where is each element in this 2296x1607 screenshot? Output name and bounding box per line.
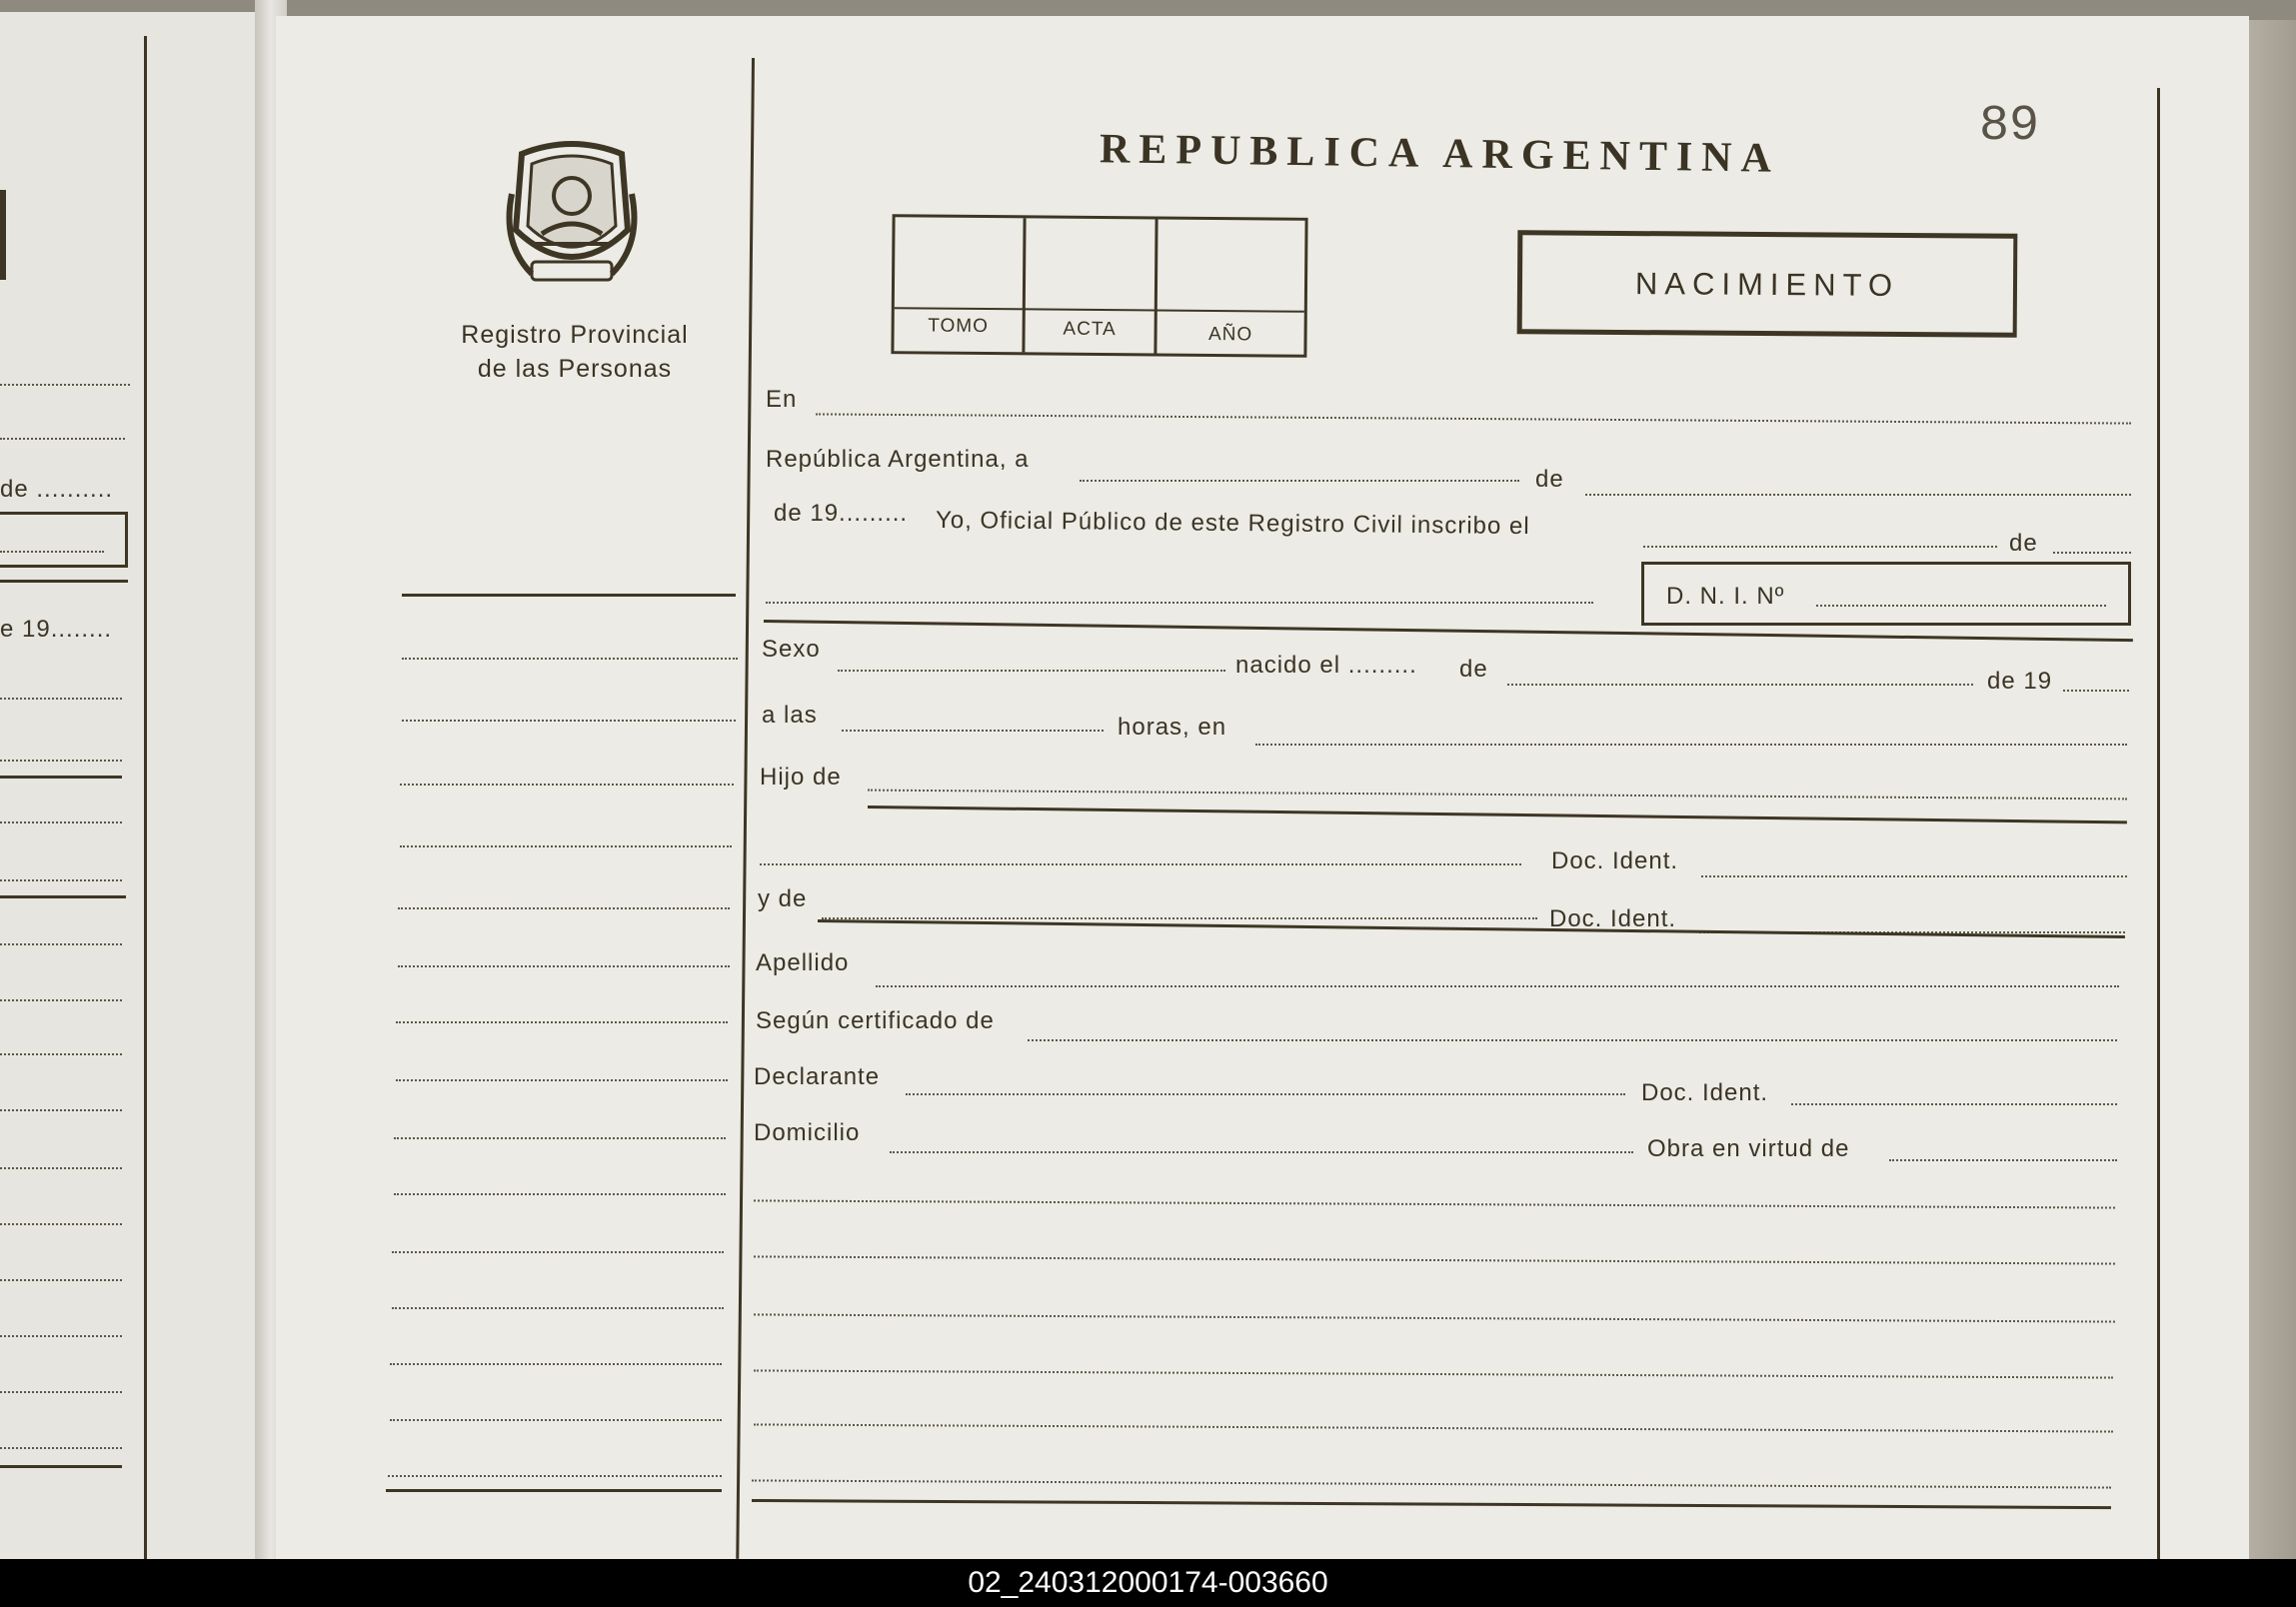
left-dotted-line — [0, 698, 122, 700]
left-dotted-line — [0, 943, 122, 945]
oficial-text: Yo, Oficial Público de este Registro Civil inscribo el — [935, 506, 1530, 541]
stub-dotted-line — [394, 1193, 726, 1195]
apellido-label: Apellido — [756, 949, 850, 976]
obra-field — [1889, 1159, 2117, 1161]
month-field — [1585, 494, 2131, 496]
apellido-field — [876, 985, 2119, 987]
stub-dotted-line — [388, 1475, 722, 1477]
segun-label: Según certificado de — [756, 1007, 995, 1034]
left-fragment-box — [0, 512, 128, 568]
month-de-label: de — [1535, 466, 1564, 493]
left-rule — [0, 895, 126, 898]
ref-table — [891, 214, 1307, 358]
left-page-box-edge — [0, 190, 6, 280]
stub-dotted-line — [396, 1021, 728, 1023]
stub-dotted-line — [398, 907, 730, 909]
nacido-month-field — [1507, 684, 1973, 686]
stub-dotted-line — [400, 784, 734, 786]
hijo-label: Hijo de — [760, 764, 842, 791]
left-dotted-line — [0, 1109, 122, 1111]
stub-dotted-line — [398, 965, 730, 967]
padre-cont-field — [760, 863, 1521, 865]
left-rule — [0, 1465, 122, 1468]
ref-anio-label: AÑO — [1207, 323, 1253, 346]
dni-box — [1641, 562, 2131, 626]
left-page-vertical-rule — [144, 36, 147, 1559]
record-type-label: NACIMIENTO — [1634, 266, 1900, 303]
record-type-box — [1517, 230, 2018, 337]
ref-acta-label: ACTA — [1063, 318, 1117, 341]
ref-table-rule — [895, 307, 1304, 313]
docident-3-label: Doc. Ident. — [1641, 1079, 1769, 1106]
stub-dotted-line — [392, 1251, 724, 1253]
left-page — [0, 12, 268, 1559]
left-dotted-line — [0, 438, 125, 440]
day-field — [1080, 480, 1519, 482]
stub-dotted-line — [394, 1137, 726, 1139]
left-dotted-line — [0, 1447, 122, 1449]
declarante-label: Declarante — [754, 1063, 881, 1090]
left-dotted-line — [0, 1335, 122, 1337]
dni-label: D. N. I. Nº — [1666, 583, 1785, 610]
lugar-field — [1255, 744, 2127, 746]
dni-field — [1816, 605, 2106, 607]
stub-dotted-line — [390, 1363, 722, 1365]
madre-field — [822, 917, 1537, 919]
left-fragment-de: de .......... — [0, 476, 114, 503]
stub-dotted-line — [396, 1079, 728, 1081]
republica-label: República Argentina, a — [766, 446, 1030, 473]
left-dotted-line — [0, 1391, 122, 1393]
left-dotted-line — [0, 821, 122, 823]
name-field — [766, 602, 1593, 604]
segun-field — [1028, 1039, 2117, 1041]
left-dotted-line — [0, 1167, 122, 1169]
inscribo-field — [1643, 546, 1997, 548]
country-title: REPUBLICA ARGENTINA — [1099, 126, 1781, 182]
registry-line-1: Registro Provincial — [461, 321, 689, 349]
domicilio-field — [890, 1151, 1633, 1153]
left-dotted-line — [0, 551, 104, 553]
en-label: En — [766, 386, 798, 413]
stub-rule — [402, 594, 736, 597]
left-dotted-line — [0, 1279, 122, 1281]
docident-3-field — [1791, 1103, 2117, 1105]
horas-label: horas, en — [1118, 714, 1227, 741]
stub-dotted-line — [402, 720, 736, 722]
year-label: de 19......... — [774, 500, 909, 527]
inscribo-de-label: de — [2009, 530, 2038, 557]
misiones-seal-icon — [502, 134, 642, 290]
stub-dotted-line — [400, 845, 732, 847]
left-dotted-line — [0, 384, 130, 386]
left-dotted-line — [0, 879, 122, 881]
left-dotted-line — [0, 999, 122, 1001]
hora-field — [842, 730, 1104, 732]
stub-dotted-line — [402, 658, 738, 660]
declarante-field — [906, 1093, 1625, 1095]
stub-rule — [386, 1489, 722, 1492]
sexo-field — [838, 670, 1225, 672]
nacido-year-field — [2063, 690, 2129, 692]
docident-2-label: Doc. Ident. — [1549, 905, 1677, 932]
sexo-label: Sexo — [762, 636, 821, 663]
docident-1-field — [1701, 875, 2127, 877]
nacido-de-label: de — [1459, 656, 1488, 683]
yde-label: y de — [758, 885, 808, 912]
stub-dotted-line — [390, 1419, 722, 1421]
inscribo-de-field — [2053, 552, 2131, 554]
left-dotted-line — [0, 1053, 122, 1055]
ref-tomo-label: TOMO — [928, 315, 990, 338]
nacido-label: nacido el ......... — [1235, 652, 1417, 679]
domicilio-label: Domicilio — [754, 1119, 861, 1146]
right-border-rule — [2157, 88, 2160, 1559]
page-number: 89 — [1979, 98, 2040, 155]
left-dotted-line — [0, 1223, 122, 1225]
left-dotted-line — [0, 760, 122, 762]
registry-name — [410, 318, 740, 386]
left-rule — [0, 580, 128, 583]
left-fragment-19: e 19........ — [0, 616, 113, 643]
stub-dotted-line — [392, 1307, 724, 1309]
image-filename-caption: 02_240312000174-003660 — [0, 1559, 2296, 1607]
registry-line-2: de las Personas — [477, 355, 673, 383]
alas-label: a las — [762, 702, 818, 729]
left-rule — [0, 776, 122, 779]
docident-1-label: Doc. Ident. — [1551, 847, 1679, 874]
nacido-year-label: de 19 — [1987, 668, 2053, 695]
obra-label: Obra en virtud de — [1647, 1135, 1850, 1162]
